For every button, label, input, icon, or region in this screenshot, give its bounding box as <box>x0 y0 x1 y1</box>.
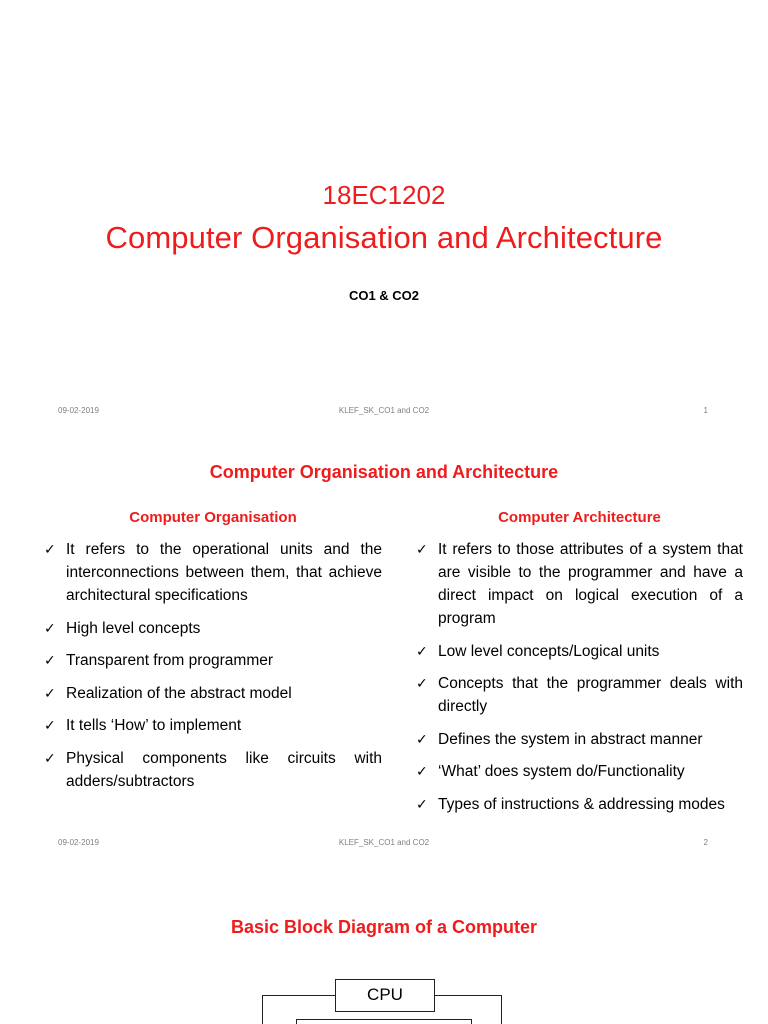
checkmark-icon: ✓ <box>44 717 56 733</box>
architecture-bullet-list <box>416 538 743 816</box>
slide-footer <box>0 406 768 420</box>
slide-title: Computer Organisation and Architecture <box>209 462 559 482</box>
bullet-item <box>416 760 743 783</box>
footer-page-number: 2 <box>703 838 708 847</box>
column-heading: Computer Architecture <box>498 509 661 526</box>
bullet-text: Low level concepts/Logical units <box>438 642 660 660</box>
bullet-item <box>416 793 743 816</box>
slide-title: Basic Block Diagram of a Computer <box>230 917 538 937</box>
footer-label: KLEF_SK_CO1 and CO2 <box>338 838 430 847</box>
architecture-column <box>416 508 743 825</box>
footer-label: KLEF_SK_CO1 and CO2 <box>338 406 430 415</box>
bullet-text: Physical components like circuits with adders/subtractors <box>66 749 382 790</box>
bullet-item <box>416 640 743 663</box>
footer-page-number: 1 <box>703 406 708 415</box>
cpu-block: CPU <box>335 979 435 1012</box>
bullet-text: It refers to those attributes of a system that are visible to the programmer and have a direct impact on logical execution of a program <box>438 541 743 627</box>
checkmark-icon: ✓ <box>416 730 428 747</box>
cpu-inner-block <box>296 1019 472 1024</box>
organisation-bullet-list <box>44 538 382 793</box>
bullet-item <box>44 682 382 705</box>
bullet-text: High level concepts <box>66 619 201 637</box>
bullet-item <box>44 649 382 672</box>
bullet-text: It tells ‘How’ to implement <box>66 717 242 734</box>
bullet-text: Defines the system in abstract manner <box>438 730 703 748</box>
checkmark-icon: ✓ <box>44 684 56 701</box>
checkmark-icon: ✓ <box>44 619 56 636</box>
checkmark-icon: ✓ <box>44 652 56 668</box>
checkmark-icon: ✓ <box>416 763 428 779</box>
checkmark-icon: ✓ <box>416 541 428 557</box>
bullet-text: ‘What’ does system do/Functionality <box>438 763 685 780</box>
course-code: 18EC1202 <box>322 180 446 210</box>
slide-subtitle: CO1 & CO2 <box>348 288 420 303</box>
bullet-text: Types of instructions & addressing modes <box>438 795 725 813</box>
bullet-text: Realization of the abstract model <box>66 684 292 702</box>
checkmark-icon: ✓ <box>416 642 428 659</box>
footer-date: 09-02-2019 <box>58 838 99 847</box>
footer-date: 09-02-2019 <box>58 406 99 415</box>
bullet-item <box>44 747 382 793</box>
slide-1 <box>0 0 768 432</box>
checkmark-icon: ✓ <box>416 795 428 812</box>
checkmark-icon: ✓ <box>44 749 56 766</box>
bullet-text: Transparent from programmer <box>66 652 274 669</box>
bullet-item <box>416 672 743 718</box>
organisation-column <box>44 508 382 802</box>
slide-3 <box>0 862 768 1024</box>
checkmark-icon: ✓ <box>44 541 56 557</box>
bullet-text: Concepts that the programmer deals with directly <box>438 675 743 715</box>
bullet-item <box>44 617 382 640</box>
slide-title: Computer Organisation and Architecture <box>105 220 663 255</box>
bullet-item <box>416 538 743 630</box>
bullet-item <box>44 714 382 737</box>
bullet-text: It refers to the operational units and the interconnections between them, that achieve architectural specifications <box>66 541 382 604</box>
slide-footer <box>0 838 768 852</box>
slide-2 <box>0 432 768 862</box>
column-heading: Computer Organisation <box>129 509 297 526</box>
checkmark-icon: ✓ <box>416 675 428 691</box>
bullet-item <box>416 728 743 751</box>
bullet-item <box>44 538 382 607</box>
